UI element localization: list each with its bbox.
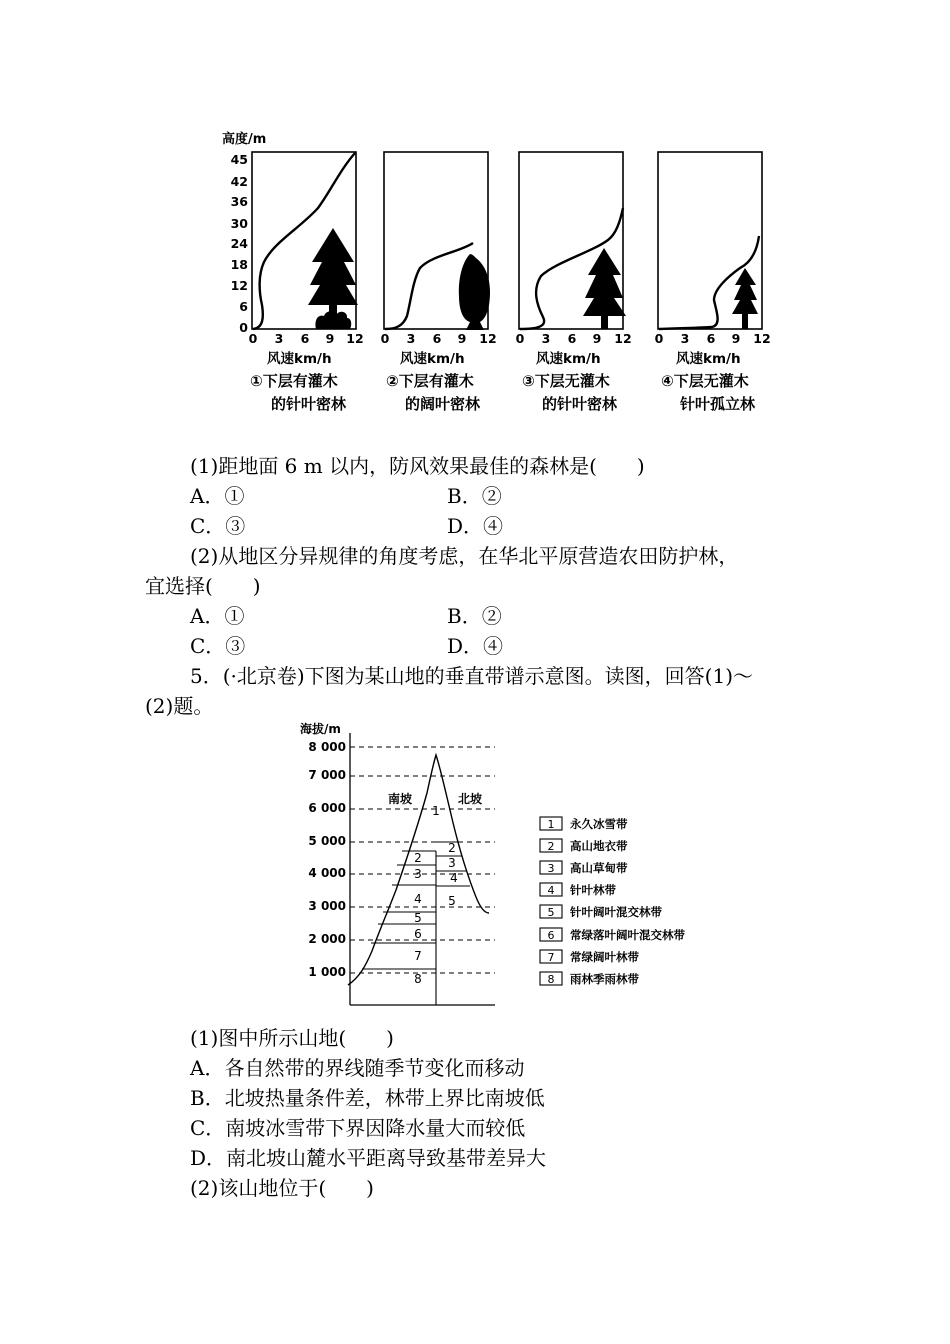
legend-number: 5 <box>547 906 555 919</box>
ytick: 36 <box>230 194 248 209</box>
legend-number: 7 <box>547 951 555 964</box>
legend-label: 常绿落叶阔叶混交林带 <box>570 928 685 942</box>
wind-xlabel: 风速km/h <box>676 351 741 367</box>
xtick: 6 <box>300 331 310 346</box>
ytick: 0 <box>239 320 248 335</box>
q4-part2-line2: 宜选择( ) <box>145 574 261 598</box>
zone-number: 7 <box>414 949 422 963</box>
mountain-zonation-figure <box>0 715 950 1015</box>
panel-caption: 的针叶密林 <box>542 395 618 413</box>
q5-p1-option-d: D．南北坡山麓水平距离导致基带差异大 <box>190 1146 547 1170</box>
q5-part1: (1)图中所示山地( ) <box>190 1026 394 1050</box>
ytick: 45 <box>230 152 248 167</box>
xtick: 0 <box>380 331 390 346</box>
altitude-tick: 6 000 <box>308 801 346 815</box>
q4-p2-option-a: A．① <box>190 604 245 628</box>
mountain-ylabel: 海拔/m <box>300 722 341 736</box>
panel-caption: 针叶孤立林 <box>680 395 756 413</box>
north-slope-label: 北坡 <box>458 792 483 806</box>
zone-number: 3 <box>448 856 456 870</box>
altitude-tick: 1 000 <box>308 965 346 979</box>
ytick: 18 <box>230 257 248 272</box>
ytick: 12 <box>230 278 248 293</box>
xtick: 9 <box>731 331 741 346</box>
panel-caption: 的针叶密林 <box>271 395 347 413</box>
altitude-tick: 3 000 <box>308 899 346 913</box>
q5-intro-line2: (2)题。 <box>145 694 214 718</box>
panel-caption: 的阔叶密林 <box>405 395 481 413</box>
shrub-icon <box>315 311 351 329</box>
ytick: 42 <box>230 174 248 189</box>
xtick: 12 <box>753 331 771 346</box>
xtick: 6 <box>706 331 716 346</box>
legend-number: 4 <box>547 884 555 897</box>
xtick: 12 <box>479 331 497 346</box>
q4-p2-option-c: C．③ <box>190 634 246 658</box>
xtick: 6 <box>567 331 577 346</box>
xtick: 12 <box>346 331 364 346</box>
xtick: 0 <box>654 331 664 346</box>
wind-xlabel: 风速km/h <box>536 351 601 367</box>
q4-p1-option-a: A．① <box>190 484 245 508</box>
zone-number: 8 <box>414 972 422 986</box>
legend-number: 8 <box>547 973 555 986</box>
xtick: 6 <box>432 331 442 346</box>
q5-p1-option-b: B．北坡热量条件差，林带上界比南坡低 <box>190 1086 545 1110</box>
zone-number: 5 <box>414 911 422 925</box>
xtick: 9 <box>592 331 602 346</box>
xtick: 3 <box>274 331 284 346</box>
ytick: 6 <box>239 299 248 314</box>
q4-p2-option-d: D．④ <box>447 634 504 658</box>
legend-number: 3 <box>547 862 555 875</box>
ytick: 24 <box>230 236 248 251</box>
q5-intro-line1: 5．(·北京卷)下图为某山地的垂直带谱示意图。读图，回答(1)～ <box>190 664 754 688</box>
wind-ylabel: 高度/m <box>222 132 267 147</box>
q5-p1-option-a: A．各自然带的界线随季节变化而移动 <box>190 1056 525 1080</box>
panel-caption: ①下层有灌木 <box>250 372 338 390</box>
xtick: 9 <box>457 331 467 346</box>
legend-label: 针叶阔叶混交林带 <box>570 905 662 919</box>
legend-number: 2 <box>547 840 555 853</box>
zone-number: 5 <box>448 894 456 908</box>
legend-number: 6 <box>547 929 555 942</box>
conifer-tree-icon <box>583 248 626 329</box>
zone-number: 2 <box>414 851 422 865</box>
q4-part2-line1: (2)从地区分异规律的角度考虑，在华北平原营造农田防护林， <box>190 544 739 568</box>
q5-part2: (2)该山地位于( ) <box>190 1176 374 1200</box>
wind-xlabel: 风速km/h <box>400 351 465 367</box>
legend-label: 永久冰雪带 <box>570 817 628 831</box>
legend-label: 针叶林带 <box>570 883 616 897</box>
zone-number: 6 <box>414 927 422 941</box>
altitude-tick: 8 000 <box>308 740 346 754</box>
zonation-legend <box>540 817 685 986</box>
zone-number: 4 <box>450 871 458 885</box>
q4-p2-option-b: B．② <box>447 604 502 628</box>
wind-profile-figure <box>0 0 950 420</box>
q4-p1-option-b: B．② <box>447 484 502 508</box>
xtick: 9 <box>325 331 335 346</box>
conifer-tree-icon <box>732 268 758 329</box>
legend-label: 常绿阔叶林带 <box>570 950 639 964</box>
xtick: 3 <box>541 331 551 346</box>
legend-label: 高山草甸带 <box>570 861 628 875</box>
xtick: 12 <box>614 331 632 346</box>
xtick: 0 <box>248 331 258 346</box>
zone-number: 3 <box>414 867 422 881</box>
altitude-tick: 4 000 <box>308 866 346 880</box>
ytick: 30 <box>230 216 248 231</box>
legend-label: 雨林季雨林带 <box>570 972 639 986</box>
altitude-tick: 5 000 <box>308 834 346 848</box>
broadleaf-tree-icon <box>459 254 490 330</box>
legend-number: 1 <box>547 818 555 831</box>
xtick: 3 <box>680 331 690 346</box>
q4-part1: (1)距地面 6 m 以内，防风效果最佳的森林是( ) <box>190 454 645 478</box>
panel-caption: ④下层无灌木 <box>661 372 749 390</box>
altitude-tick: 2 000 <box>308 932 346 946</box>
legend-label: 高山地衣带 <box>570 839 628 853</box>
zone-number: 4 <box>414 892 422 906</box>
xtick: 3 <box>406 331 416 346</box>
q4-p1-option-d: D．④ <box>447 514 504 538</box>
panel-caption: ③下层无灌木 <box>522 372 610 390</box>
altitude-tick: 7 000 <box>308 768 346 782</box>
zone-number: 2 <box>448 841 456 855</box>
wind-xlabel: 风速km/h <box>267 351 332 367</box>
zone-number: 1 <box>432 804 440 818</box>
q4-p1-option-c: C．③ <box>190 514 246 538</box>
south-slope-label: 南坡 <box>388 792 413 806</box>
panel-caption: ②下层有灌木 <box>386 372 474 390</box>
xtick: 0 <box>515 331 525 346</box>
q5-p1-option-c: C．南坡冰雪带下界因降水量大而较低 <box>190 1116 526 1140</box>
